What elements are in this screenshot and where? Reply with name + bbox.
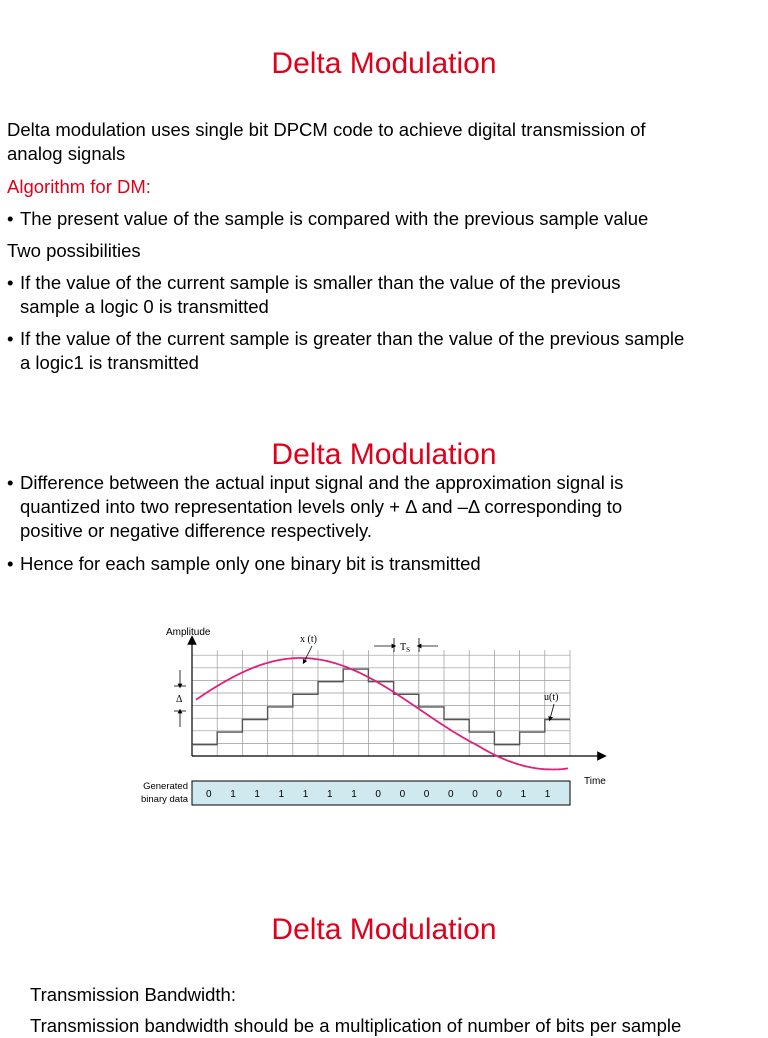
delta-label: Δ — [176, 694, 183, 705]
bit-value: 1 — [544, 789, 551, 800]
signal-pointer — [304, 646, 312, 662]
bullet-smaller — [7, 271, 621, 319]
bullet-text-line3: positive or negative difference respectively. — [20, 520, 373, 541]
input-signal-curve — [196, 658, 568, 770]
bullet-greater — [7, 327, 684, 375]
bandwidth-partial-line: Transmission bandwidth should be a multiplication of number of bits per sample — [30, 1015, 682, 1036]
bit-value: 1 — [230, 789, 236, 800]
bit-value: 1 — [520, 789, 527, 800]
bullet-text: The present value of the sample is compared with the previous sample value — [20, 208, 649, 229]
bit-value: 0 — [206, 789, 212, 800]
bullet-one-bit — [7, 552, 481, 576]
bit-value: 0 — [423, 789, 430, 800]
bit-value: 1 — [302, 789, 309, 800]
intro-text-line2: analog signals — [7, 143, 126, 164]
bullet-text-line2: a logic1 is transmitted — [20, 352, 199, 373]
bullet-text: Hence for each sample only one binary bit is transmitted — [20, 553, 481, 574]
bullet-difference — [7, 471, 623, 543]
bullet-dot: • — [7, 272, 14, 293]
binary-data-box — [192, 781, 570, 805]
bit-value: 1 — [351, 789, 357, 800]
slide2-title: Delta Modulation — [271, 438, 497, 471]
bullet-dot: • — [7, 208, 14, 229]
bit-value: 0 — [448, 789, 454, 800]
bullet-text-line1: If the value of the current sample is greater than the value of the previous sample — [20, 328, 685, 349]
approx-pointer — [550, 704, 554, 719]
bullet-compare — [7, 207, 648, 231]
bullet-text-line2: quantized into two representation levels only + Δ and –Δ corresponding to — [20, 496, 623, 517]
two-possibilities: Two possibilities — [7, 240, 141, 261]
binary-bits — [206, 789, 551, 800]
signal-label: x (t) — [300, 634, 317, 645]
bullet-dot: • — [7, 553, 14, 574]
delta-modulation-diagram — [128, 622, 612, 812]
bullet-dot: • — [7, 328, 14, 349]
y-axis-label: Amplitude — [166, 627, 211, 638]
bit-value: 1 — [327, 789, 333, 800]
algorithm-heading: Algorithm for DM: — [7, 176, 151, 197]
approx-label: u(t) — [544, 692, 559, 703]
bit-value: 0 — [375, 789, 381, 800]
binary-label-line1: Generated — [143, 781, 188, 792]
slide3-title: Delta Modulation — [271, 913, 497, 946]
bullet-text-line2: sample a logic 0 is transmitted — [20, 296, 269, 317]
bit-value: 1 — [278, 789, 285, 800]
slide1-title: Delta Modulation — [271, 47, 497, 80]
x-axis-label: Time — [584, 776, 606, 787]
bullet-dot: • — [7, 472, 14, 493]
bullet-text-line1: If the value of the current sample is smaller than the value of the previous — [20, 272, 621, 293]
bit-value: 0 — [472, 789, 478, 800]
bit-value: 0 — [496, 789, 502, 800]
intro-text-line1: Delta modulation uses single bit DPCM code to achieve digital transmission of — [7, 119, 646, 140]
bandwidth-heading: Transmission Bandwidth: — [30, 984, 236, 1005]
binary-label-line2: binary data — [140, 794, 188, 805]
grid — [192, 650, 570, 756]
bullet-text-line1: Difference between the actual input signal and the approximation signal is — [20, 472, 624, 493]
bit-value: 1 — [254, 789, 260, 800]
bit-value: 0 — [399, 789, 406, 800]
ts-label: $T_S$ — [400, 642, 411, 654]
